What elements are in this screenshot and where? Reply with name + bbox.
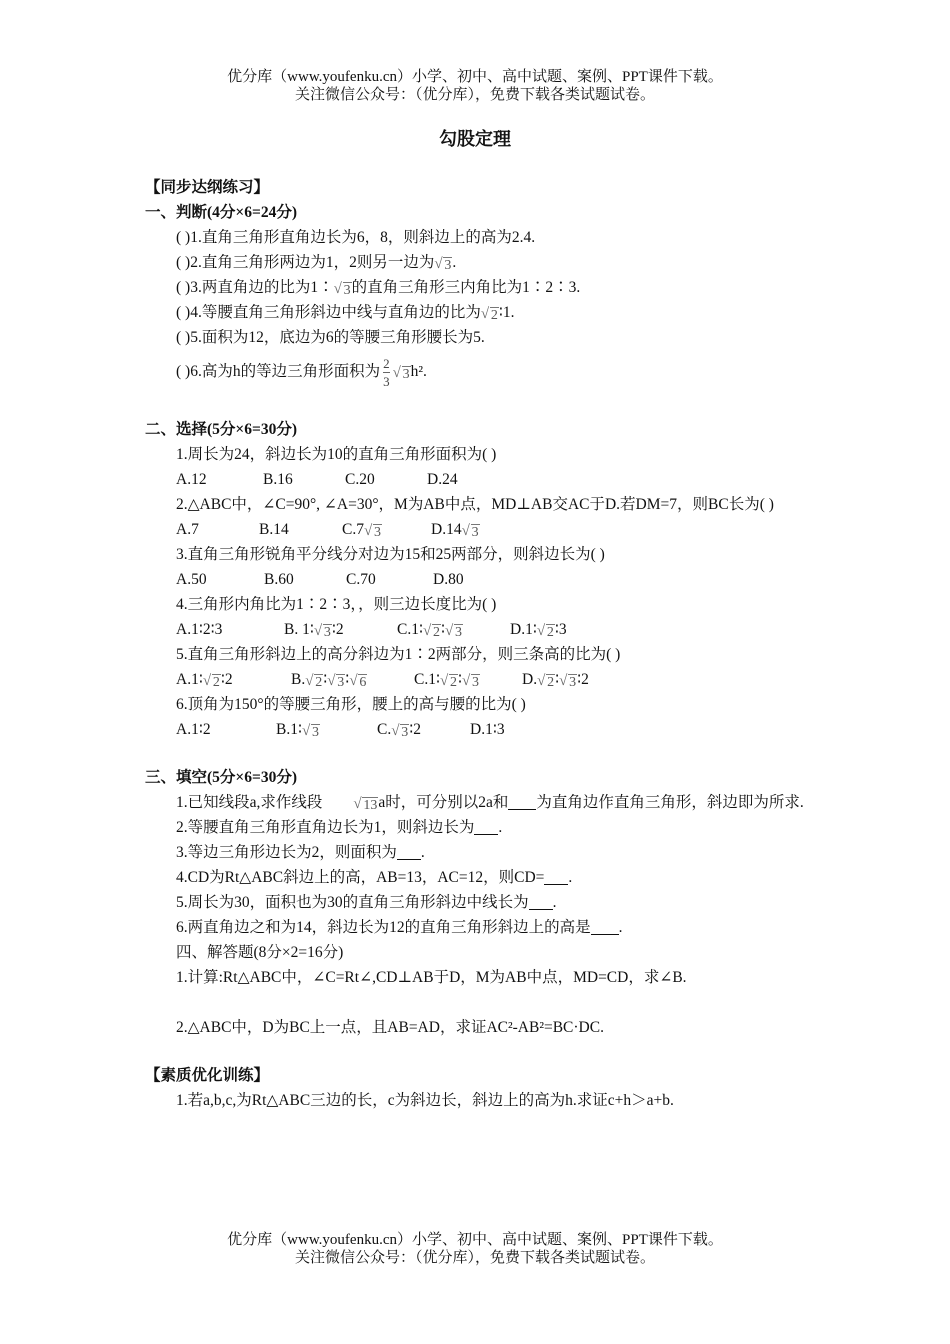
choice-q6-stem: 6.顶角为150°的等腰三角形，腰上的高与腰的比为( ) xyxy=(176,696,526,713)
heading-sync-practice: 【同步达纲练习】 xyxy=(145,179,270,196)
page-title: 勾股定理 xyxy=(439,129,511,149)
choice-q2-options: A.7 B.14 C.7√ 3 D.14√ 3 xyxy=(145,517,810,542)
solve-q1: 1.计算:Rt△ABC中，∠C=Rt∠,CD⊥AB于D，M为AB中点，MD=CD，求∠B. xyxy=(176,969,687,986)
judgment-q2: ( )2.直角三角形两边为1，2则另一边为√ 3. xyxy=(145,250,810,275)
footer-line-2: 关注微信公众号：（优分库），免费下载各类试题试卷。 xyxy=(294,1250,655,1266)
fill-q1: 1.已知线段a,求作线段√ 13a时，可分别以2a和 为直角边作直角三角形，斜边即为所求. xyxy=(145,790,810,815)
judgment-q4: ( )4.等腰直角三角形斜边中线与直角边的比为√ 2∶1. xyxy=(145,300,810,325)
judgment-q6: ( )6.高为h的等边三角形面积为 $\frac{2}{3}$ √ 3h². xyxy=(145,350,810,394)
section-choice: 二、选择(5分×6=30分) xyxy=(145,421,297,438)
answer-blank xyxy=(474,819,498,835)
judgment-q5: ( )5.面积为12，底边为6的等腰三角形腰长为5. xyxy=(176,329,485,346)
fill-q4: 4.CD为Rt△ABC斜边上的高，AB=13，AC=12，则CD= . xyxy=(176,869,573,886)
section-judgment: 一、判断(4分×6=24分) xyxy=(145,204,297,221)
answer-blank xyxy=(544,869,568,885)
sqrt-symbol: √ 3 xyxy=(434,258,452,273)
section-solve: 四、解答题(8分×2=16分) xyxy=(176,944,344,961)
sqrt-symbol: √ 3 xyxy=(393,367,411,382)
fill-q3: 3.等边三角形边长为2，则面积为 . xyxy=(176,844,425,861)
fill-q6: 6.两直角边之和为14，斜边长为12的直角三角形斜边上的高是 . xyxy=(176,919,623,936)
answer-blank xyxy=(508,794,536,810)
header-line-2: 关注微信公众号：（优分库），免费下载各类试题试卷。 xyxy=(294,87,655,103)
fraction: $\frac{2}{3}$ xyxy=(383,355,390,389)
choice-q6-options: A.1∶2 B.1∶√ 3 C.√ 3∶2 D.1∶3 xyxy=(145,717,810,742)
footer-line-1: 优分库（www.youfenku.cn）小学、初中、高中试题、案例、PPT课件下载。 xyxy=(227,1232,723,1248)
solve-q2: 2.△ABC中，D为BC上一点，且AB=AD，求证AC²-AB²=BC·DC. xyxy=(176,1019,604,1036)
choice-q4-options: A.1∶2∶3 B. 1∶√ 3∶2 C.1∶√ 2∶√ 3 D.1∶√ 2∶3 xyxy=(145,617,810,642)
choice-q4-stem: 4.三角形内角比为1∶2∶3，，则三边长度比为( ) xyxy=(176,596,497,613)
choice-q5-options: A.1∶√ 2∶2 B.√ 2∶√ 3∶√ 6 C.1∶√ 2∶√ 3 D.√ 2∶√ 3∶2 xyxy=(145,667,810,692)
choice-q5-stem: 5.直角三角形斜边上的高分斜边为1∶2两部分，则三条高的比为( ) xyxy=(176,646,621,663)
sqrt-symbol: √ 2 xyxy=(481,308,499,323)
answer-blank xyxy=(591,919,619,935)
answer-blank xyxy=(397,844,421,860)
fill-q2: 2.等腰直角三角形直角边长为1，则斜边长为 . xyxy=(176,819,503,836)
heading-quality-training: 【素质优化训练】 xyxy=(145,1067,270,1084)
header-line-1: 优分库（www.youfenku.cn）小学、初中、高中试题、案例、PPT课件下载。 xyxy=(227,69,723,85)
quality-q1: 1.若a,b,c,为Rt△ABC三边的长，c为斜边长，斜边上的高为h.求证c+h＞a+b. xyxy=(176,1092,674,1109)
choice-q3-options: A.50 B.60 C.70 D.80 xyxy=(176,571,464,588)
choice-q2-stem: 2.△ABC中，∠C=90°, ∠A=30°，M为AB中点，MD⊥AB交AC于D.若DM=7，则BC长为( ) xyxy=(176,496,774,513)
section-fill-blank: 三、填空(5分×6=30分) xyxy=(145,769,297,786)
choice-q1-options: A.12 B.16 C.20 D.24 xyxy=(176,471,458,488)
sqrt-symbol: √ 13 xyxy=(322,798,378,813)
answer-blank xyxy=(529,894,553,910)
document-body xyxy=(145,175,810,1113)
fill-q5: 5.周长为30，面积也为30的直角三角形斜边中线长为 . xyxy=(176,894,557,911)
choice-q1-stem: 1.周长为24，斜边长为10的直角三角形面积为( ) xyxy=(176,446,497,463)
judgment-q3: ( )3.两直角边的比为1∶√ 3的直角三角形三内角比为1∶2∶3. xyxy=(145,275,810,300)
judgment-q1: ( )1.直角三角形直角边长为6，8，则斜边上的高为2.4. xyxy=(176,229,536,246)
sqrt-symbol: √ 3 xyxy=(334,283,352,298)
choice-q3-stem: 3.直角三角形锐角平分线分对边为15和25两部分，则斜边长为( ) xyxy=(176,546,605,563)
